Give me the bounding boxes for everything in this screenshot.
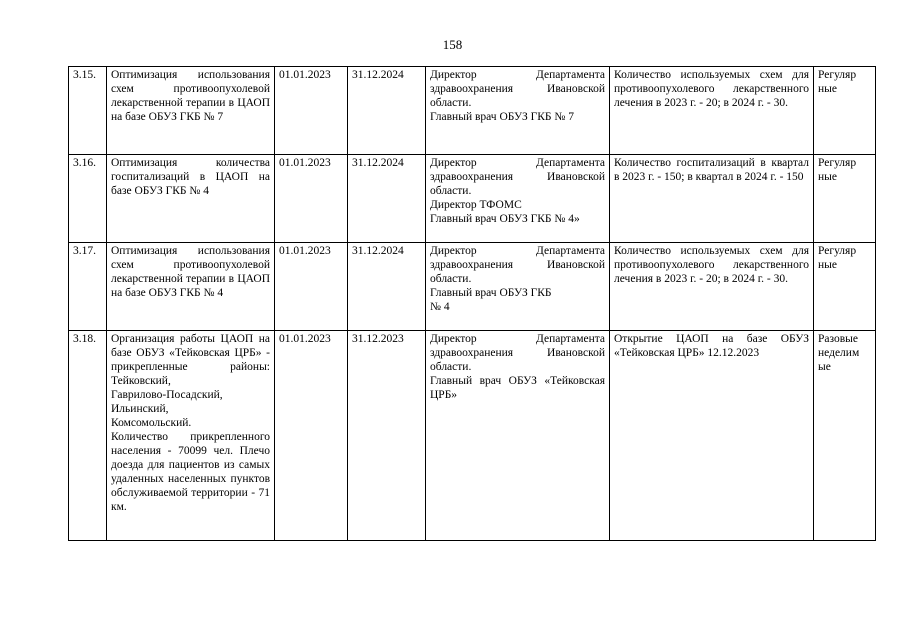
start-date: 01.01.2023: [275, 331, 348, 541]
indicator: Открытие ЦАОП на базе ОБУЗ «Тейковская ЦРБ» 12.12.2023: [610, 331, 814, 541]
end-date: 31.12.2024: [348, 155, 426, 243]
indicator: Количество госпитализаций в квартал в 2023 г. - 150; в квартал в 2024 г. - 150: [610, 155, 814, 243]
end-date: 31.12.2024: [348, 243, 426, 331]
responsible: Директор Департамента здравоохранения Ивановской области. Главный врач ОБУЗ ГКБ № 4: [426, 243, 610, 331]
row-number: 3.16.: [69, 155, 107, 243]
measure-name: Оптимизация количества госпитализаций в ЦАОП на базе ОБУЗ ГКБ № 4: [107, 155, 275, 243]
measure-type: Регуляр ные: [814, 155, 876, 243]
row-number: 3.17.: [69, 243, 107, 331]
table-row: [69, 331, 876, 541]
indicator: Количество используемых схем для противоопухолевого лекарственного лечения в 2023 г. - 20; в 2024 г. - 30.: [610, 67, 814, 155]
end-date: 31.12.2024: [348, 67, 426, 155]
table-row: [69, 155, 876, 243]
start-date: 01.01.2023: [275, 243, 348, 331]
measure-type: Регуляр ные: [814, 243, 876, 331]
responsible: Директор Департамента здравоохранения Ивановской области. Директор ТФОМС Главный врач ОБУЗ ГКБ № 4»: [426, 155, 610, 243]
measure-name: Оптимизация использования схем противоопухолевой лекарственной терапии в ЦАОП на базе ОБУЗ ГКБ № 7: [107, 67, 275, 155]
measures-table: [68, 66, 876, 541]
table-row: [69, 67, 876, 155]
measure-type: Разовые неделим ые: [814, 331, 876, 541]
end-date: 31.12.2023: [348, 331, 426, 541]
responsible: Директор Департамента здравоохранения Ивановской области. Главный врач ОБУЗ «Тейковская ЦРБ»: [426, 331, 610, 541]
start-date: 01.01.2023: [275, 155, 348, 243]
responsible: Директор Департамента здравоохранения Ивановской области. Главный врач ОБУЗ ГКБ № 7: [426, 67, 610, 155]
measure-name: Оптимизация использования схем противоопухолевой лекарственной терапии в ЦАОП на базе ОБУЗ ГКБ № 4: [107, 243, 275, 331]
indicator: Количество используемых схем для противоопухолевого лекарственного лечения в 2023 г. - 20; в 2024 г. - 30.: [610, 243, 814, 331]
row-number: 3.15.: [69, 67, 107, 155]
start-date: 01.01.2023: [275, 67, 348, 155]
measure-name: Организация работы ЦАОП на базе ОБУЗ «Тейковская ЦРБ» - прикрепленные районы: Тейковский, Гаврилово-Посадский, Ильинский, Комсомольский. Количество прикрепленного населения - 70099 чел. Плечо доезда для пациентов из самых удаленных населенных пунктов обслуживаемой территории - 71 км.: [107, 331, 275, 541]
measure-type: Регуляр ные: [814, 67, 876, 155]
page-number: 158: [442, 37, 463, 52]
table-row: [69, 243, 876, 331]
row-number: 3.18.: [69, 331, 107, 541]
